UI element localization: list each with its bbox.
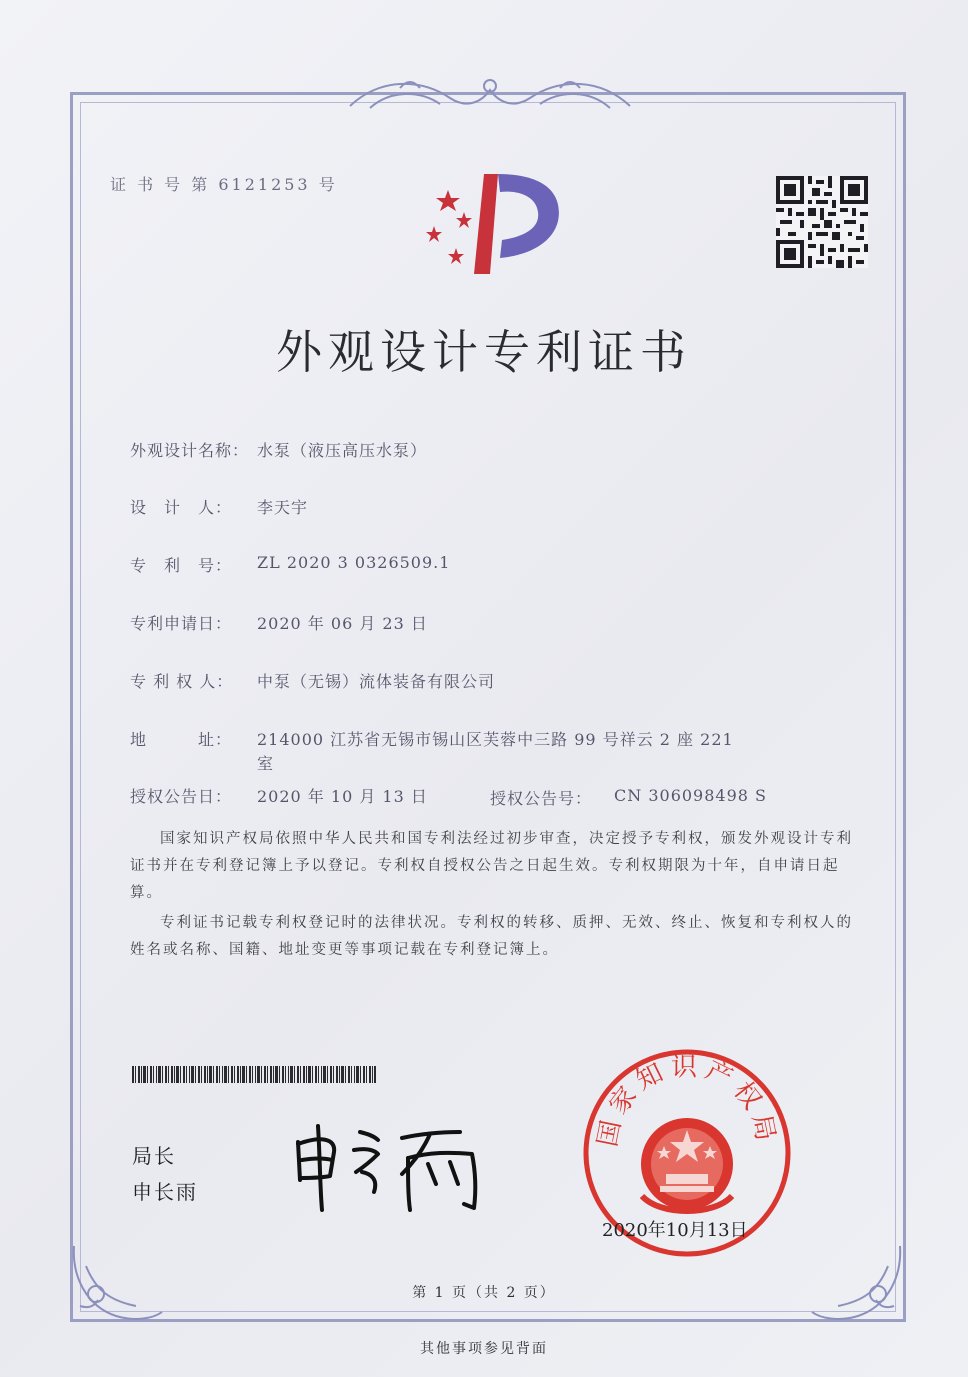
patent-office-logo xyxy=(418,166,568,278)
patentee-label: 专 利 权 人： xyxy=(130,672,234,691)
address-value: 214000 江苏省无锡市锡山区芙蓉中三路 99 号祥云 2 座 221 xyxy=(257,730,734,749)
bottom-right-ornament xyxy=(808,1236,908,1326)
designer-label: 设 计 人： xyxy=(130,498,233,517)
patent-number-value: ZL 2020 3 0326509.1 xyxy=(257,553,451,572)
paragraph-1-text: 国家知识产权局依照中华人民共和国专利法经过初步审查，决定授予专利权，颁发外观设计专利证书并在专利登记簿上予以登记。专利权自授权公告之日起生效。专利权期限为十年，自申请日起算。 xyxy=(130,831,853,901)
certificate-title: 外观设计专利证书 xyxy=(276,325,692,379)
paragraph-2-text: 专利证书记载专利权登记时的法律状况。专利权的转移、质押、无效、终止、恢复和专利权人的姓名或名称、国籍、地址变更等事项记载在专利登记簿上。 xyxy=(130,915,853,958)
certificate-number: 证 书 号 第 6121253 号 xyxy=(110,175,338,194)
patent-number-label: 专 利 号： xyxy=(130,556,233,575)
designer-value: 李天宇 xyxy=(257,498,309,517)
qr-code xyxy=(776,176,868,268)
address-value-continued: 室 xyxy=(257,754,275,773)
grant-date-value: 2020 年 10 月 13 日 xyxy=(257,787,428,806)
paragraph-2 xyxy=(130,910,860,964)
bottom-left-ornament xyxy=(66,1236,166,1326)
grant-date-label: 授权公告日： xyxy=(130,787,233,806)
application-date-label: 专利申请日： xyxy=(130,614,233,633)
footer-note: 其他事项参见背面 xyxy=(420,1341,548,1357)
seal-date: 2020年10月13日 xyxy=(602,1220,748,1241)
director-title: 局长 xyxy=(132,1144,176,1168)
announcement-number-label: 授权公告号： xyxy=(490,789,593,808)
paragraph-1 xyxy=(130,826,860,907)
announcement-number-value: CN 306098498 S xyxy=(614,786,767,805)
page-number: 第 1 页（共 2 页） xyxy=(412,1285,556,1301)
top-ornament xyxy=(340,68,640,118)
barcode xyxy=(132,1066,376,1083)
address-label: 地 址： xyxy=(130,730,233,749)
design-name-value: 水泵（液压高压水泵） xyxy=(257,441,428,460)
director-signature xyxy=(290,1118,500,1218)
design-name-label: 外观设计名称： xyxy=(130,441,250,460)
director-name: 申长雨 xyxy=(132,1180,198,1204)
patentee-value: 中泵（无锡）流体装备有限公司 xyxy=(257,672,496,691)
application-date-value: 2020 年 06 月 23 日 xyxy=(257,614,428,633)
seal-text: 国家知识产权局 xyxy=(592,1052,782,1150)
